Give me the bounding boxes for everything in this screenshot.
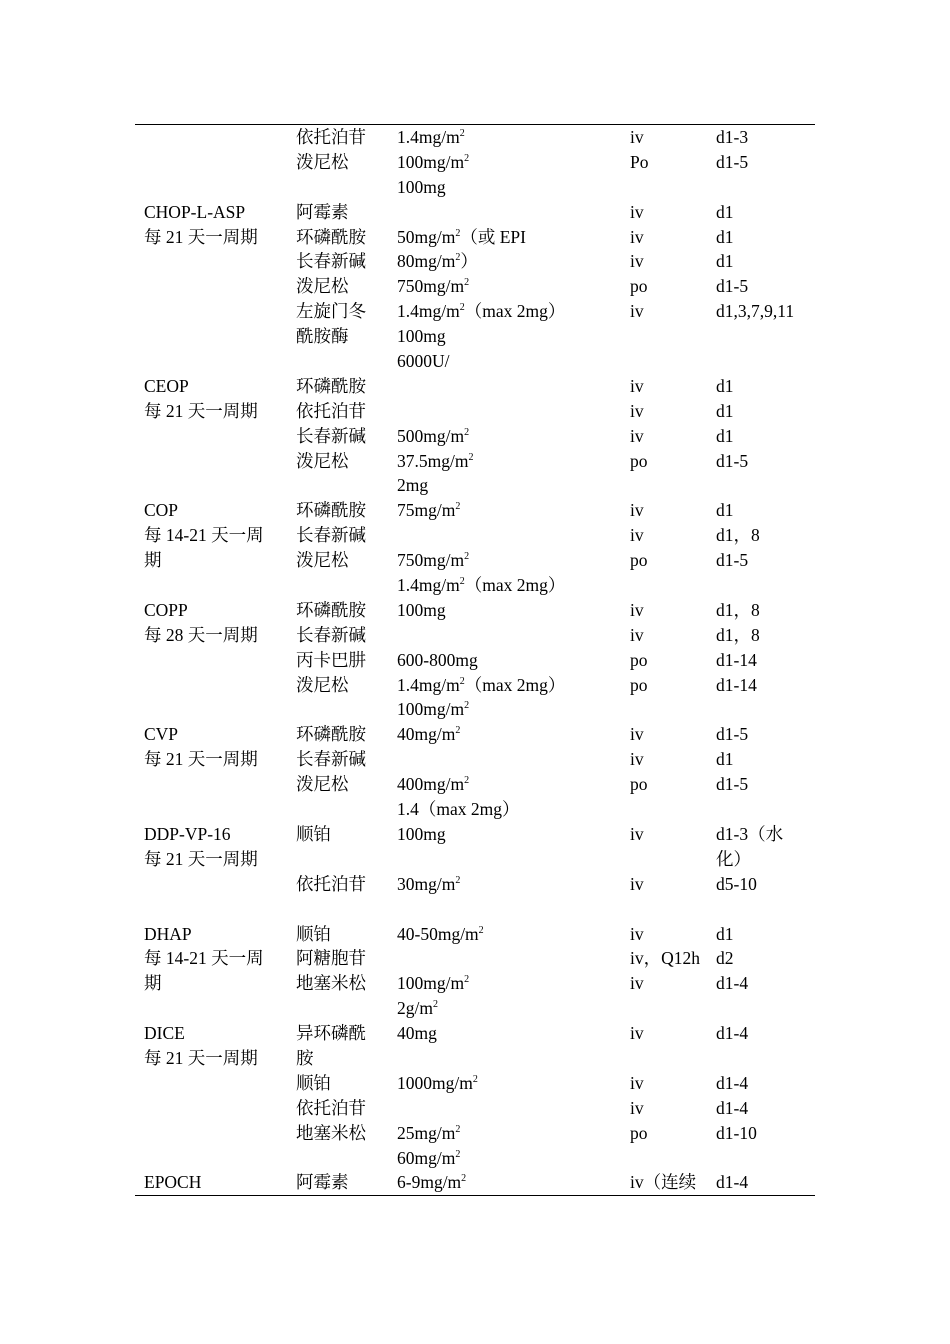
table-row bbox=[0, 747, 950, 772]
dose-value: 750mg/m bbox=[397, 276, 465, 297]
dose-cell bbox=[397, 473, 428, 498]
regimen-cell: 每 14-21 天一周 bbox=[144, 948, 264, 969]
days-cell: d1-5 bbox=[716, 276, 749, 297]
dose-cell bbox=[397, 772, 469, 797]
dose-cell bbox=[397, 1021, 437, 1046]
dose-cell bbox=[397, 822, 446, 847]
route-cell: iv bbox=[630, 525, 644, 546]
dose-exponent: 2 bbox=[464, 277, 470, 289]
dose-exponent: 2 bbox=[464, 700, 470, 712]
days-cell: d1-10 bbox=[716, 1122, 757, 1143]
table-row bbox=[0, 722, 950, 747]
dose-value: 2g/m bbox=[397, 998, 433, 1019]
regimen-cell: COPP bbox=[144, 599, 188, 620]
drug-cell: 泼尼松 bbox=[296, 674, 349, 695]
table-row bbox=[0, 623, 950, 648]
dose-exponent: 2 bbox=[464, 551, 470, 563]
dose-value: 1.4mg/m bbox=[397, 575, 460, 596]
route-cell: iv bbox=[630, 973, 644, 994]
route-cell: iv bbox=[630, 500, 644, 521]
drug-cell: 顺铂 bbox=[296, 823, 331, 844]
dose-note: ） bbox=[460, 251, 478, 272]
dose-value: 600-800mg bbox=[397, 649, 478, 670]
days-cell: d1-5 bbox=[716, 774, 749, 795]
table-row bbox=[0, 897, 950, 922]
regimen-cell: 期 bbox=[144, 550, 162, 571]
days-cell: d1 bbox=[716, 201, 734, 222]
route-cell: iv bbox=[630, 823, 644, 844]
dose-cell bbox=[397, 175, 446, 200]
dose-cell bbox=[397, 996, 438, 1021]
dose-value: 100mg/m bbox=[397, 151, 465, 172]
dose-cell bbox=[397, 971, 469, 996]
table-row bbox=[0, 449, 950, 474]
dose-exponent: 2 bbox=[464, 426, 470, 438]
dose-cell bbox=[397, 1071, 478, 1096]
route-cell: iv bbox=[630, 127, 644, 147]
regimen-cell: 期 bbox=[144, 973, 162, 994]
dose-cell bbox=[397, 697, 469, 722]
table-row bbox=[0, 1021, 950, 1046]
dose-value: 40mg/m bbox=[397, 724, 456, 745]
table-row bbox=[0, 424, 950, 449]
days-cell: d1 bbox=[716, 226, 734, 247]
drug-cell: 长春新碱 bbox=[296, 624, 366, 645]
table-row bbox=[0, 573, 950, 598]
regimen-cell: 每 21 天一周期 bbox=[144, 749, 258, 770]
dose-exponent: 2 bbox=[464, 152, 470, 164]
days-cell: d1-14 bbox=[716, 674, 757, 695]
route-cell: po bbox=[630, 649, 648, 670]
drug-cell: 环磷酰胺 bbox=[296, 375, 366, 396]
drug-cell: 依托泊苷 bbox=[296, 873, 366, 894]
drug-cell: 环磷酰胺 bbox=[296, 226, 366, 247]
drug-cell: 酰胺酶 bbox=[296, 326, 349, 347]
route-cell: iv bbox=[630, 400, 644, 421]
days-cell: d1 bbox=[716, 749, 734, 770]
dose-cell bbox=[397, 449, 473, 474]
dose-note: （max 2mg） bbox=[464, 674, 566, 695]
table-row bbox=[0, 225, 950, 250]
dose-exponent: 2 bbox=[432, 999, 438, 1011]
days-cell: d1-3（水 bbox=[716, 823, 784, 844]
drug-cell: 泼尼松 bbox=[296, 151, 349, 172]
route-cell: po bbox=[630, 550, 648, 571]
dose-cell bbox=[397, 299, 565, 324]
table-row bbox=[0, 498, 950, 523]
drug-cell: 阿霉素 bbox=[296, 1172, 349, 1193]
days-cell: d1-14 bbox=[716, 649, 757, 670]
days-cell: d1，8 bbox=[716, 599, 760, 620]
dose-value: 1.4（max 2mg） bbox=[397, 799, 520, 820]
days-cell: d1-3 bbox=[716, 127, 749, 147]
table-row bbox=[0, 324, 950, 349]
table-row bbox=[0, 946, 950, 971]
drug-cell: 泼尼松 bbox=[296, 276, 349, 297]
dose-value: 30mg/m bbox=[397, 873, 456, 894]
regimen-cell: DICE bbox=[144, 1023, 185, 1044]
table-row bbox=[0, 772, 950, 797]
regimen-cell: EPOCH bbox=[144, 1172, 202, 1193]
dose-cell bbox=[397, 573, 565, 598]
days-cell: d1-5 bbox=[716, 450, 749, 471]
dose-cell bbox=[397, 1121, 460, 1146]
table-row bbox=[0, 1096, 950, 1121]
dose-cell bbox=[397, 274, 469, 299]
dose-value: 100mg/m bbox=[397, 699, 465, 720]
dose-value: 500mg/m bbox=[397, 425, 465, 446]
route-cell: iv bbox=[630, 599, 644, 620]
drug-cell: 环磷酰胺 bbox=[296, 724, 366, 745]
dose-value: 400mg/m bbox=[397, 774, 465, 795]
table-row bbox=[0, 299, 950, 324]
dose-value: 750mg/m bbox=[397, 550, 465, 571]
table-row bbox=[0, 374, 950, 399]
dose-value: 6000U/ bbox=[397, 351, 450, 372]
drug-cell: 长春新碱 bbox=[296, 425, 366, 446]
route-cell: iv bbox=[630, 1072, 644, 1093]
dose-exponent: 2 bbox=[455, 1148, 461, 1160]
dose-cell bbox=[397, 498, 460, 523]
dose-cell bbox=[397, 349, 450, 374]
route-cell: po bbox=[630, 450, 648, 471]
dose-exponent: 2 bbox=[459, 576, 465, 588]
drug-cell: 地塞米松 bbox=[296, 1122, 366, 1143]
table-row bbox=[0, 125, 950, 150]
dose-note: （max 2mg） bbox=[464, 301, 566, 322]
days-cell: d1 bbox=[716, 375, 734, 396]
dose-exponent: 2 bbox=[459, 302, 465, 314]
table-bottom-rule bbox=[135, 1195, 815, 1196]
route-cell: iv bbox=[630, 226, 644, 247]
table-row bbox=[0, 548, 950, 573]
regimen-cell: CEOP bbox=[144, 375, 189, 396]
dose-cell bbox=[397, 548, 469, 573]
days-cell: d1，8 bbox=[716, 624, 760, 645]
drug-cell: 顺铂 bbox=[296, 923, 331, 944]
table-row bbox=[0, 399, 950, 424]
dose-cell bbox=[397, 324, 446, 349]
table-row bbox=[0, 598, 950, 623]
dose-exponent: 2 bbox=[478, 924, 484, 936]
regimen-cell: COP bbox=[144, 500, 179, 521]
dose-exponent: 2 bbox=[455, 227, 461, 239]
days-cell: d1，8 bbox=[716, 525, 760, 546]
dose-exponent: 2 bbox=[468, 451, 474, 463]
dose-note: （max 2mg） bbox=[464, 575, 566, 596]
days-cell: d1 bbox=[716, 500, 734, 521]
regimen-cell: 每 21 天一周期 bbox=[144, 848, 258, 869]
table-row bbox=[0, 822, 950, 847]
drug-cell: 长春新碱 bbox=[296, 251, 366, 272]
table-row bbox=[0, 1170, 950, 1195]
regimen-cell: CHOP-L-ASP bbox=[144, 201, 246, 222]
dose-value: 40mg bbox=[397, 1023, 437, 1044]
table-row bbox=[0, 1046, 950, 1071]
table-row bbox=[0, 797, 950, 822]
route-cell: iv bbox=[630, 301, 644, 322]
dose-cell bbox=[397, 249, 478, 274]
table-row bbox=[0, 1121, 950, 1146]
dose-value: 1000mg/m bbox=[397, 1072, 473, 1093]
dose-cell bbox=[397, 225, 526, 250]
dose-exponent: 2 bbox=[455, 1123, 461, 1135]
dose-value: 1.4mg/m bbox=[397, 301, 460, 322]
dose-value: 37.5mg/m bbox=[397, 450, 469, 471]
dose-exponent: 2 bbox=[464, 775, 470, 787]
days-cell: d1-4 bbox=[716, 1172, 749, 1193]
days-cell: d1,3,7,9,11 bbox=[716, 301, 795, 322]
table-row bbox=[0, 249, 950, 274]
drug-cell: 长春新碱 bbox=[296, 525, 366, 546]
dose-value: 100mg bbox=[397, 599, 446, 620]
route-cell: iv bbox=[630, 724, 644, 745]
dose-exponent: 2 bbox=[455, 874, 461, 886]
route-cell: iv bbox=[630, 375, 644, 396]
drug-cell: 左旋门冬 bbox=[296, 301, 366, 322]
dose-cell bbox=[397, 1170, 466, 1195]
route-cell: iv bbox=[630, 873, 644, 894]
table-row bbox=[0, 150, 950, 175]
drug-cell: 胺 bbox=[296, 1047, 314, 1068]
table-row bbox=[0, 274, 950, 299]
regimen-cell: DDP-VP-16 bbox=[144, 823, 231, 844]
drug-cell: 泼尼松 bbox=[296, 550, 349, 571]
drug-cell: 泼尼松 bbox=[296, 774, 349, 795]
route-cell: iv bbox=[630, 1097, 644, 1118]
route-cell: iv bbox=[630, 624, 644, 645]
regimen-cell: 每 28 天一周期 bbox=[144, 624, 258, 645]
table-row bbox=[0, 922, 950, 947]
days-cell: d1 bbox=[716, 251, 734, 272]
dose-exponent: 2 bbox=[464, 974, 470, 986]
dose-cell bbox=[397, 922, 484, 947]
regimen-cell: 每 21 天一周期 bbox=[144, 400, 258, 421]
dose-value: 100mg bbox=[397, 823, 446, 844]
dose-value: 75mg/m bbox=[397, 500, 456, 521]
dose-exponent: 2 bbox=[459, 128, 465, 139]
dose-note: （或 EPI bbox=[460, 226, 526, 247]
drug-cell: 依托泊苷 bbox=[296, 127, 366, 147]
dose-value: 2mg bbox=[397, 475, 429, 496]
route-cell: po bbox=[630, 276, 648, 297]
dose-value: 6-9mg/m bbox=[397, 1172, 462, 1193]
drug-cell: 依托泊苷 bbox=[296, 400, 366, 421]
table-row bbox=[0, 697, 950, 722]
days-cell: d1-4 bbox=[716, 1097, 749, 1118]
days-cell: d1-5 bbox=[716, 151, 749, 172]
dose-exponent: 2 bbox=[455, 501, 461, 513]
table-row bbox=[0, 996, 950, 1021]
days-cell: d1-4 bbox=[716, 1072, 749, 1093]
route-cell: iv bbox=[630, 201, 644, 222]
table-row bbox=[0, 1146, 950, 1171]
dose-cell bbox=[397, 722, 460, 747]
table-row bbox=[0, 523, 950, 548]
days-cell: d1-4 bbox=[716, 1023, 749, 1044]
dose-exponent: 2 bbox=[455, 725, 461, 737]
dose-cell bbox=[397, 150, 469, 175]
route-cell: iv bbox=[630, 251, 644, 272]
drug-cell: 泼尼松 bbox=[296, 450, 349, 471]
route-cell: iv，Q12h bbox=[630, 948, 700, 969]
dose-exponent: 2 bbox=[459, 675, 465, 687]
dose-cell bbox=[397, 648, 478, 673]
regimen-cell: CVP bbox=[144, 724, 179, 745]
table-row bbox=[0, 971, 950, 996]
dose-cell bbox=[397, 673, 565, 698]
days-cell: d1 bbox=[716, 400, 734, 421]
days-cell: d2 bbox=[716, 948, 734, 969]
dose-value: 50mg/m bbox=[397, 226, 456, 247]
drug-cell: 地塞米松 bbox=[296, 973, 366, 994]
drug-cell: 阿糖胞苷 bbox=[296, 948, 366, 969]
regimen-cell: 每 14-21 天一周 bbox=[144, 525, 264, 546]
drug-cell: 环磷酰胺 bbox=[296, 599, 366, 620]
dose-value: 100mg bbox=[397, 176, 446, 197]
dose-cell bbox=[397, 872, 460, 897]
dose-exponent: 2 bbox=[461, 1173, 467, 1185]
dose-value: 80mg/m bbox=[397, 251, 456, 272]
table-row bbox=[0, 673, 950, 698]
days-cell: d1-4 bbox=[716, 973, 749, 994]
dose-cell bbox=[397, 797, 520, 822]
route-cell: Po bbox=[630, 151, 649, 172]
table-row bbox=[0, 200, 950, 225]
table-row bbox=[0, 473, 950, 498]
drug-cell: 长春新碱 bbox=[296, 749, 366, 770]
dose-value: 60mg/m bbox=[397, 1147, 456, 1168]
regimen-cell: DHAP bbox=[144, 923, 192, 944]
dose-cell bbox=[397, 598, 446, 623]
days-cell: d1 bbox=[716, 425, 734, 446]
dose-exponent: 2 bbox=[455, 252, 461, 264]
table-row bbox=[0, 847, 950, 872]
table-row bbox=[0, 872, 950, 897]
drug-cell: 依托泊苷 bbox=[296, 1097, 366, 1118]
dose-cell bbox=[397, 1146, 460, 1171]
table-row bbox=[0, 1071, 950, 1096]
route-cell: iv bbox=[630, 923, 644, 944]
drug-cell: 环磷酰胺 bbox=[296, 500, 366, 521]
drug-cell: 异环磷酰 bbox=[296, 1023, 366, 1044]
table-row bbox=[0, 175, 950, 200]
dose-cell bbox=[397, 125, 465, 150]
route-cell: iv bbox=[630, 425, 644, 446]
dose-value: 100mg/m bbox=[397, 973, 465, 994]
dose-exponent: 2 bbox=[472, 1073, 478, 1085]
days-cell: d1 bbox=[716, 923, 734, 944]
route-cell: iv bbox=[630, 749, 644, 770]
days-cell: d1-5 bbox=[716, 724, 749, 745]
dose-value: 100mg bbox=[397, 326, 446, 347]
regimen-table bbox=[0, 125, 950, 1195]
days-cell: d5-10 bbox=[716, 873, 757, 894]
dose-value: 1.4mg/m bbox=[397, 127, 460, 147]
days-cell: d1-5 bbox=[716, 550, 749, 571]
dose-value: 25mg/m bbox=[397, 1122, 456, 1143]
table-row bbox=[0, 349, 950, 374]
regimen-cell: 每 21 天一周期 bbox=[144, 226, 258, 247]
drug-cell: 丙卡巴肼 bbox=[296, 649, 366, 670]
route-cell: iv bbox=[630, 1023, 644, 1044]
regimen-cell: 每 21 天一周期 bbox=[144, 1047, 258, 1068]
dose-value: 40-50mg/m bbox=[397, 923, 479, 944]
route-cell: po bbox=[630, 674, 648, 695]
table-row bbox=[0, 648, 950, 673]
route-cell: iv（连续 bbox=[630, 1172, 697, 1193]
dose-value: 1.4mg/m bbox=[397, 674, 460, 695]
route-cell: po bbox=[630, 774, 648, 795]
drug-cell: 顺铂 bbox=[296, 1072, 331, 1093]
route-cell: po bbox=[630, 1122, 648, 1143]
dose-cell bbox=[397, 424, 469, 449]
drug-cell: 阿霉素 bbox=[296, 201, 349, 222]
days-cell: 化） bbox=[716, 848, 751, 869]
